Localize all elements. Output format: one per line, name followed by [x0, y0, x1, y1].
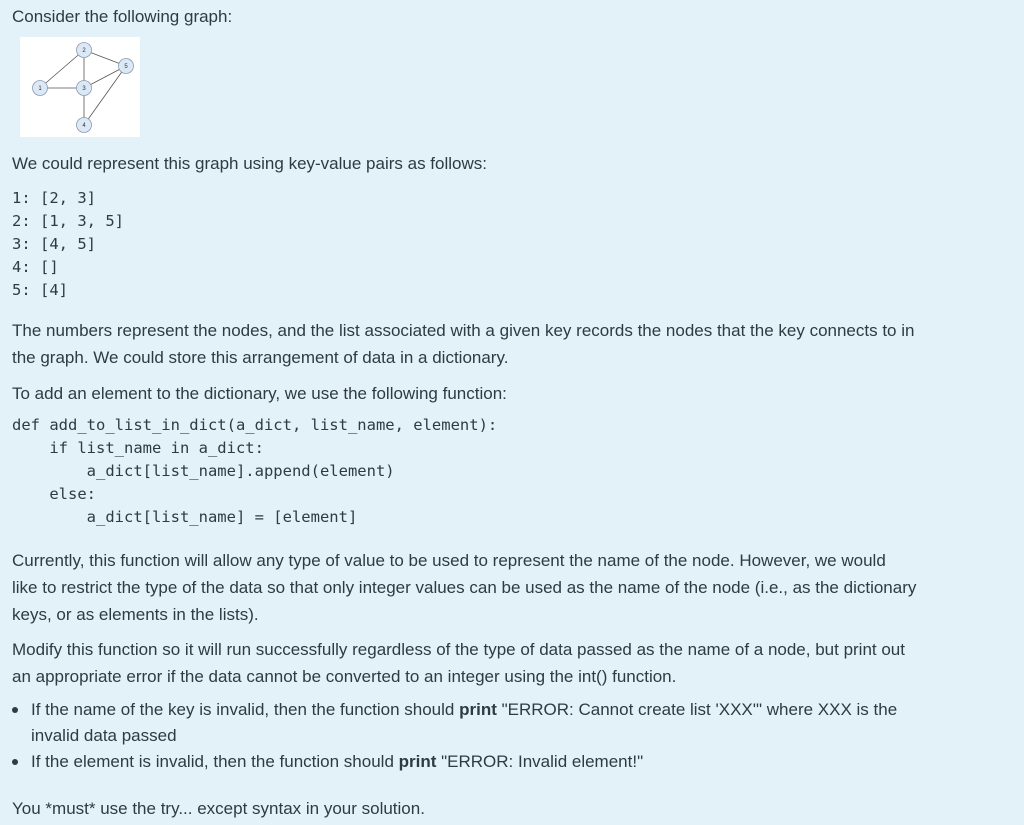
code-line: def add_to_list_in_dict(a_dict, list_name, element): [12, 416, 498, 434]
kv-line: 3: [4, 5] [12, 235, 96, 253]
kv-line: 2: [1, 3, 5] [12, 212, 124, 230]
bullet-icon [12, 707, 18, 713]
graph-edge [84, 66, 126, 125]
explain-line: The numbers represent the nodes, and the list associated with a given key records the nodes that the key connects to in [12, 321, 915, 340]
graph-node-label: 2 [82, 48, 86, 55]
kv-line: 5: [4] [12, 281, 68, 299]
bullet-icon [12, 759, 18, 765]
currently-line: keys, or as elements in the lists). [12, 605, 259, 624]
kv-intro-text: We could represent this graph using key-value pairs as follows: [12, 154, 487, 173]
currently-paragraph [12, 547, 916, 628]
currently-line: Currently, this function will allow any type of value to be used to represent the name of the node. However, we would [12, 551, 886, 570]
must-text: You *must* use the try... except syntax in your solution. [12, 799, 425, 818]
graph-node-label: 4 [82, 123, 86, 130]
requirements-list [12, 697, 1012, 775]
kv-pairs-block [12, 187, 124, 302]
list-item: If the element is invalid, then the function should print "ERROR: Invalid element!" [12, 749, 1012, 775]
code-line: if list_name in a_dict: [12, 439, 264, 457]
code-line: a_dict[list_name].append(element) [12, 462, 395, 480]
func-intro-text: To add an element to the dictionary, we use the following function: [12, 384, 507, 403]
modify-line: Modify this function so it will run successfully regardless of the type of data passed as the name of a node, but print out [12, 640, 905, 659]
currently-line: like to restrict the type of the data so that only integer values can be used as the name of the node (i.e., as the dictionary [12, 578, 917, 597]
kv-line: 1: [2, 3] [12, 189, 96, 207]
code-line: else: [12, 485, 96, 503]
list-item: If the name of the key is invalid, then the function should print "ERROR: Cannot create list 'XXX'" where XXX is the invalid data passed [12, 697, 1012, 749]
graph-node-label: 5 [124, 64, 128, 71]
explain-paragraph [12, 317, 914, 371]
explain-line: the graph. We could store this arrangement of data in a dictionary. [12, 348, 509, 367]
graph-diagram [20, 37, 140, 137]
intro-text: Consider the following graph: [12, 7, 233, 26]
kv-line: 4: [] [12, 258, 59, 276]
modify-paragraph [12, 636, 905, 690]
graph-node-label: 1 [38, 86, 42, 93]
code-line: a_dict[list_name] = [element] [12, 508, 358, 526]
code-block [12, 414, 497, 529]
graph-image [20, 37, 140, 137]
graph-node-label: 3 [82, 86, 86, 93]
graph-edge [40, 50, 84, 88]
modify-line: an appropriate error if the data cannot be converted to an integer using the int() function. [12, 667, 677, 686]
